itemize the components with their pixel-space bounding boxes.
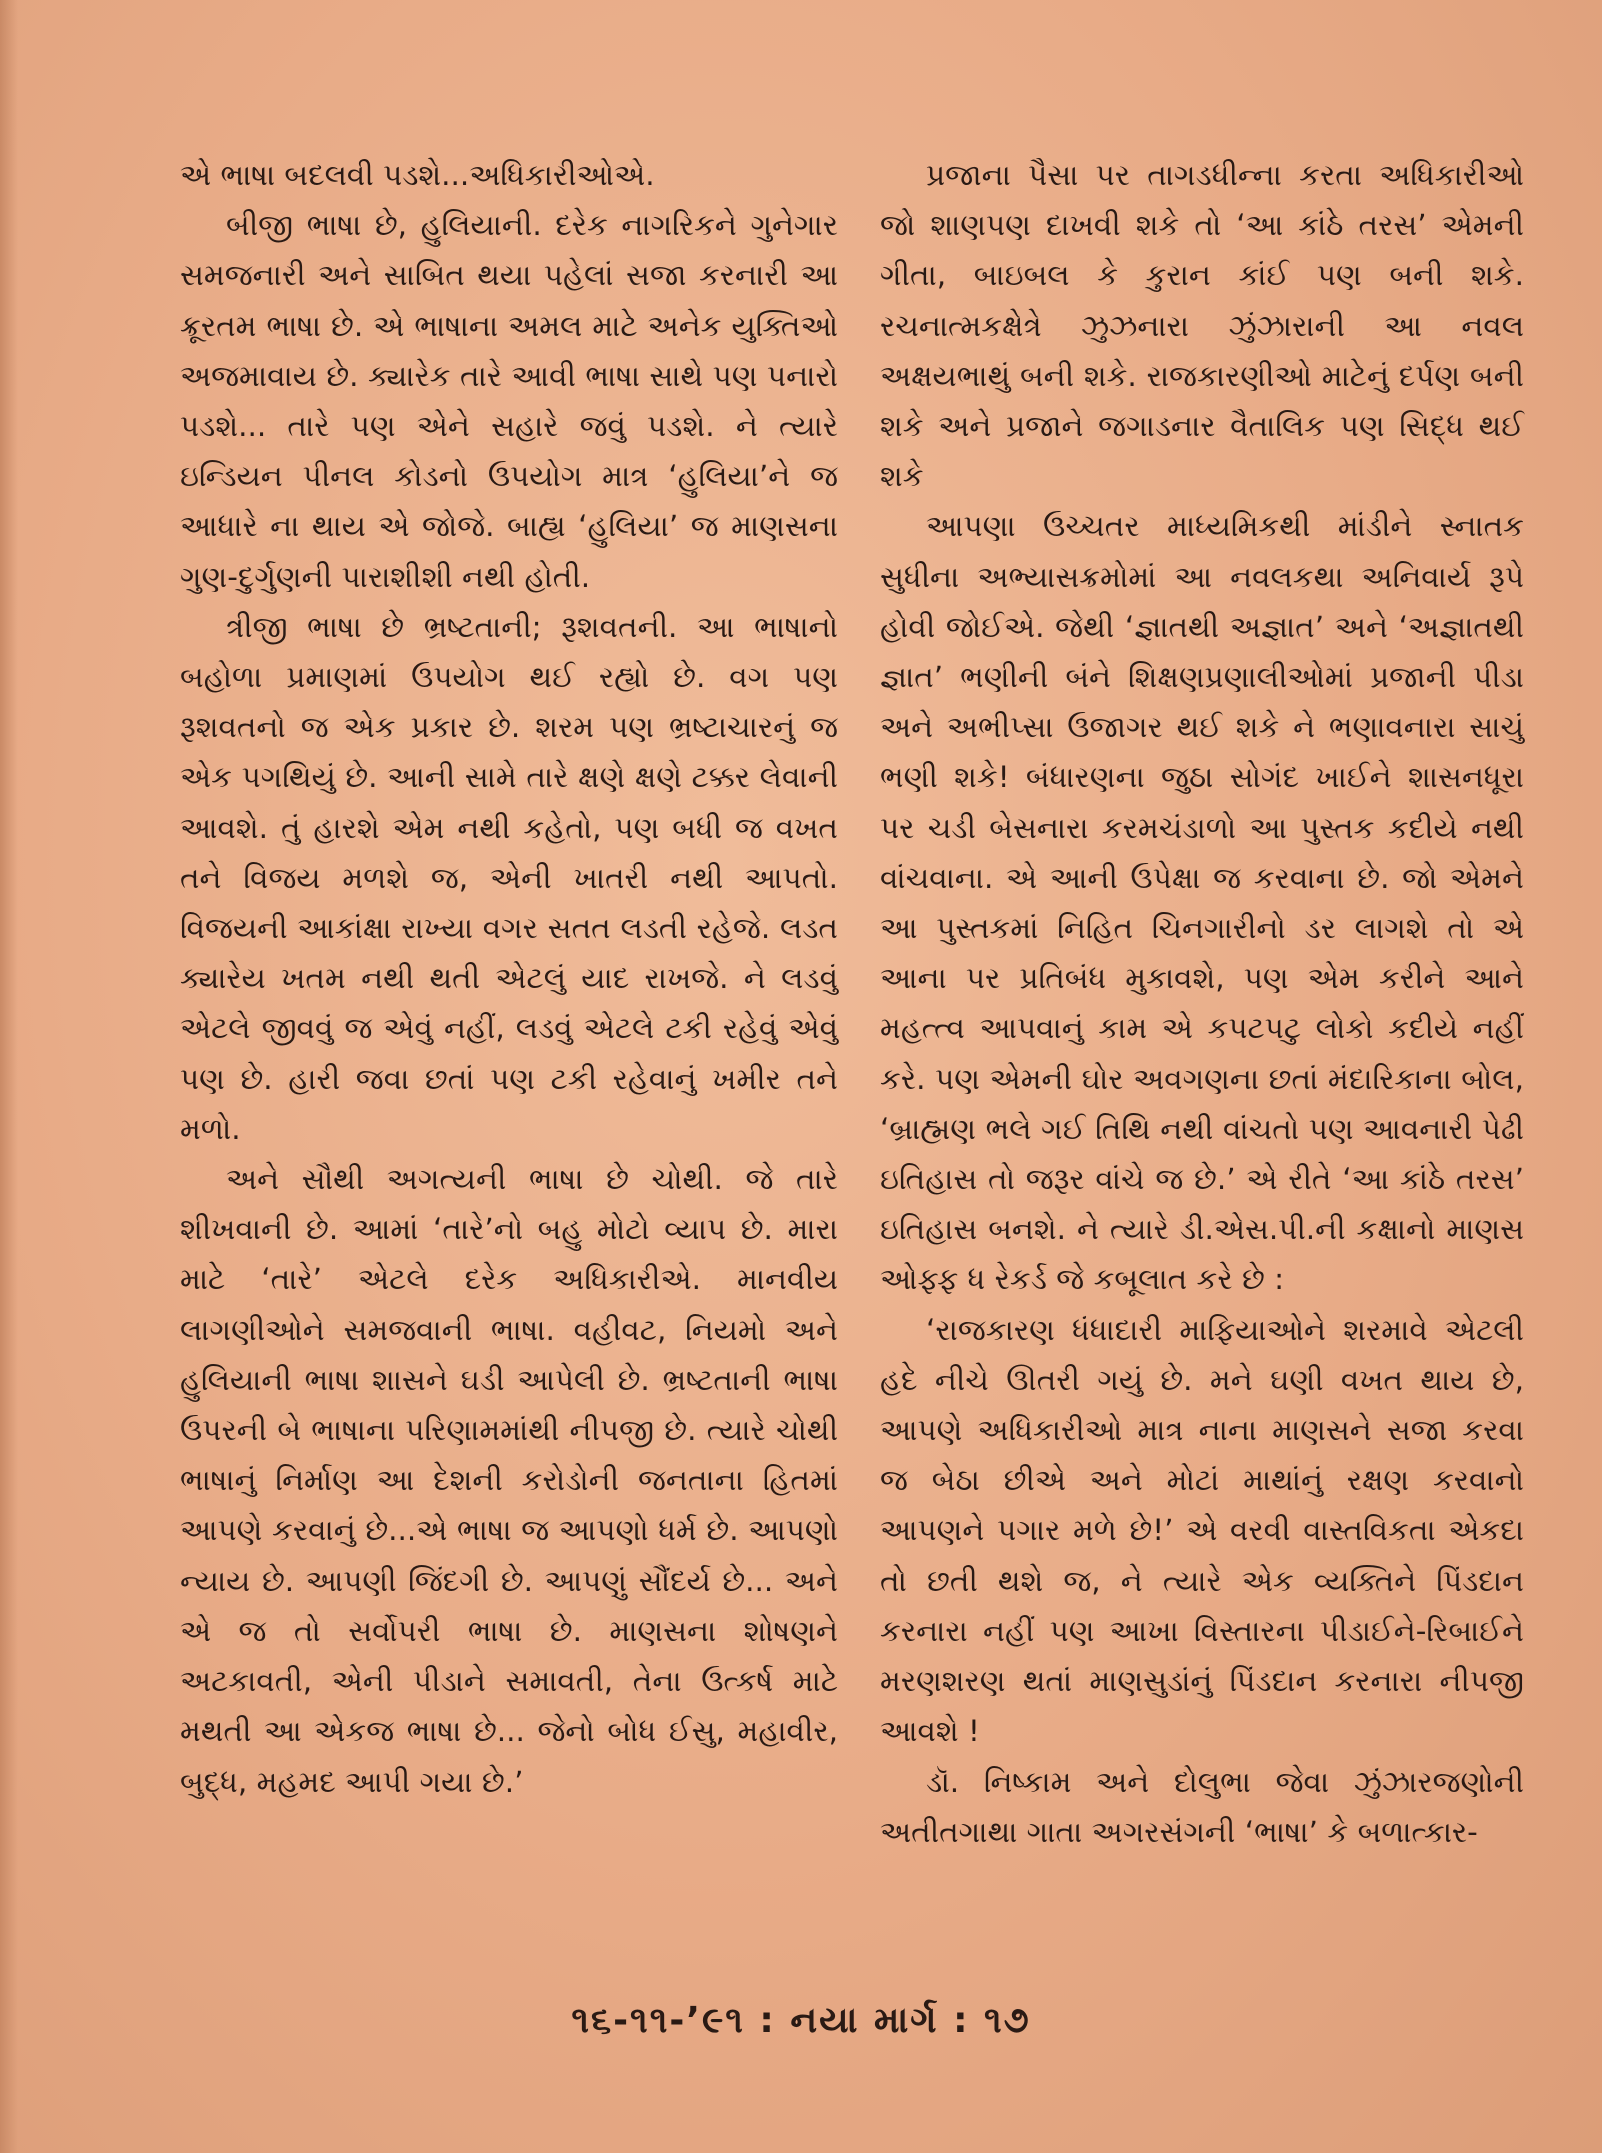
- left-paragraph-4: અને સૌથી અગત્યની ભાષા છે ચોથી. જે તારે શીખવાની છે. આમાં ‘તારે’નો બહુ મોટો વ્યાપ છે. મારા માટે ‘તારે’ એટલે દરેક અધિકારીએ. માનવીય લાગણીઓને સમજવાની ભાષા. વહીવટ, નિયમો અને હુલિયાની ભાષા શાસને ઘડી આપેલી છે. ભ્રષ્ટતાની ભાષા ઉપરની બે ભાષાના પરિણામમાંથી નીપજી છે. ત્યારે ચોથી ભાષાનું નિર્માણ આ દેશની કરોડોની જનતાના હિતમાં આપણે કરવાનું છે...એ ભાષા જ આપણો ધર્મ છે. આપણો ન્યાય છે. આપણી જિંદગી છે. આપણું સૌંદર્ય છે... અને એ જ તો સર્વોપરી ભાષા છે. માણસના શોષણને અટકાવતી, એની પીડાને સમાવતી, તેના ઉત્કર્ષ માટે મથતી આ એકજ ભાષા છે... જેનો બોધ ઈસુ, મહાવીર, બુદ્ધ, મહમદ આપી ગયા છે.’: [180, 1162, 838, 1799]
- left-paragraph-2: બીજી ભાષા છે, હુલિયાની. દરેક નાગરિકને ગુનેગાર સમજનારી અને સાબિત થયા પહેલાં સજા કરનારી આ ક્રૂરતમ ભાષા છે. એ ભાષાના અમલ માટે અનેક યુક્તિઓ અજમાવાય છે. ક્યારેક તારે આવી ભાષા સાથે પણ પનારો પડશે... તારે પણ એને સહારે જવું પડશે. ને ત્યારે ઇન્ડિયન પીનલ કોડનો ઉપયોગ માત્ર ‘હુલિયા’ને જ આધારે ના થાય એ જોજે. બાહ્ય ‘હુલિયા’ જ માણસના ગુણ-દુર્ગુણની પારાશીશી નથી હોતી.: [180, 208, 838, 594]
- page-edge-shadow: [0, 0, 18, 2153]
- left-paragraph-1: એ ભાષા બદલવી પડશે...અધિકારીઓએ.: [180, 158, 655, 192]
- page-footer: ૧૬-૧૧-’૯૧ : નયા માર્ગ : ૧૭: [571, 2000, 1031, 2041]
- right-paragraph-4: ડૉ. નિષ્કામ અને દોલુભા જેવા ઝુંઝારજણોની અતીતગાથા ગાતા અગરસંગની ‘ભાષા’ કે બળાત્કાર-: [880, 1764, 1524, 1849]
- right-paragraph-2: આપણા ઉચ્ચતર માધ્યમિકથી માંડીને સ્નાતક સુધીના અભ્યાસક્રમોમાં આ નવલકથા અનિવાર્ય રૂપે હોવી જોઈએ. જેથી ‘જ્ઞાતથી અજ્ઞાત’ અને ‘અજ્ઞાતથી જ્ઞાત’ ભણીની બંને શિક્ષણપ્રણાલીઓમાં પ્રજાની પીડા અને અભીપ્સા ઉજાગર થઈ શકે ને ભણાવનારા સાચું ભણી શકે! બંધારણના જુઠા સોગંદ ખાઈને શાસનધૂરા પર ચડી બેસનારા કરમચંડાળો આ પુસ્તક કદીયે નથી વાંચવાના. એ આની ઉપેક્ષા જ કરવાના છે. જો એમને આ પુસ્તકમાં નિહિત ચિનગારીનો ડર લાગશે તો એ આના પર પ્રતિબંધ મુકાવશે, પણ એમ કરીને આને મહત્ત્વ આપવાનું કામ એ કપટપટુ લોકો કદીયે નહીં કરે. પણ એમની ઘોર અવગણના છતાં મંદારિકાના બોલ, ‘બ્રાહ્મણ ભલે ગઈ તિથિ નથી વાંચતો પણ આવનારી પેઢી ઇતિહાસ તો જરૂર વાંચે જ છે.’ એ રીતે ‘આ કાંઠે તરસ’ ઇતિહાસ બનશે. ને ત્યારે ડી.એસ.પી.ની કક્ષાનો માણસ ઓફ્ફ ધ રેકર્ડ જે કબૂલાત કરે છે :: [880, 509, 1524, 1297]
- left-paragraph-3: ત્રીજી ભાષા છે ભ્રષ્ટતાની; રૂશવતની. આ ભાષાનો બહોળા પ્રમાણમાં ઉપયોગ થઈ રહ્યો છે. વગ પણ રૂશવતનો જ એક પ્રકાર છે. શરમ પણ ભ્રષ્ટાચારનું જ એક પગથિયું છે. આની સામે તારે ક્ષણે ક્ષણે ટક્કર લેવાની આવશે. તું હારશે એમ નથી કહેતો, પણ બધી જ વખત તને વિજય મળશે જ, એની ખાતરી નથી આપતો. વિજયની આકાંક્ષા રાખ્યા વગર સતત લડતી રહેજે. લડત ક્યારેય ખતમ નથી થતી એટલું યાદ રાખજે. ને લડવું એટલે જીવવું જ એવું નહીં, લડવું એટલે ટકી રહેવું એવું પણ છે. હારી જવા છતાં પણ ટકી રહેવાનું ખમીર તને મળો.: [180, 609, 838, 1146]
- right-column: [880, 150, 1524, 1857]
- right-paragraph-3: ‘રાજકારણ ધંધાદારી માફિયાઓને શરમાવે એટલી હદે નીચે ઊતરી ગયું છે. મને ઘણી વખત થાય છે, આપણે અધિકારીઓ માત્ર નાના માણસને સજા કરવા જ બેઠા છીએ અને મોટાં માથાંનું રક્ષણ કરવાનો આપણને પગાર મળે છે!’ એ વરવી વાસ્તવિકતા એકદા તો છતી થશે જ, ને ત્યારે એક વ્યક્તિને પિંડદાન કરનારા નહીં પણ આખા વિસ્તારના પીડાઈને-રિબાઈને મરણશરણ થતાં માણસુડાંનું પિંડદાન કરનારા નીપજી આવશે !: [880, 1312, 1524, 1749]
- left-column: [180, 150, 838, 1807]
- right-paragraph-1: પ્રજાના પૈસા પર તાગડધીન્ના કરતા અધિકારીઓ જો શાણપણ દાખવી શકે તો ‘આ કાંઠે તરસ’ એમની ગીતા, બાઇબલ કે કુરાન કાંઈ પણ બની શકે. રચનાત્મકક્ષેત્રે ઝુઝનારા ઝુંઝારાની આ નવલ અક્ષયભાથું બની શકે. રાજકારણીઓ માટેનું દર્પણ બની શકે અને પ્રજાને જગાડનાર વૈતાલિક પણ સિદ્ધ થઈ શકે: [880, 158, 1524, 494]
